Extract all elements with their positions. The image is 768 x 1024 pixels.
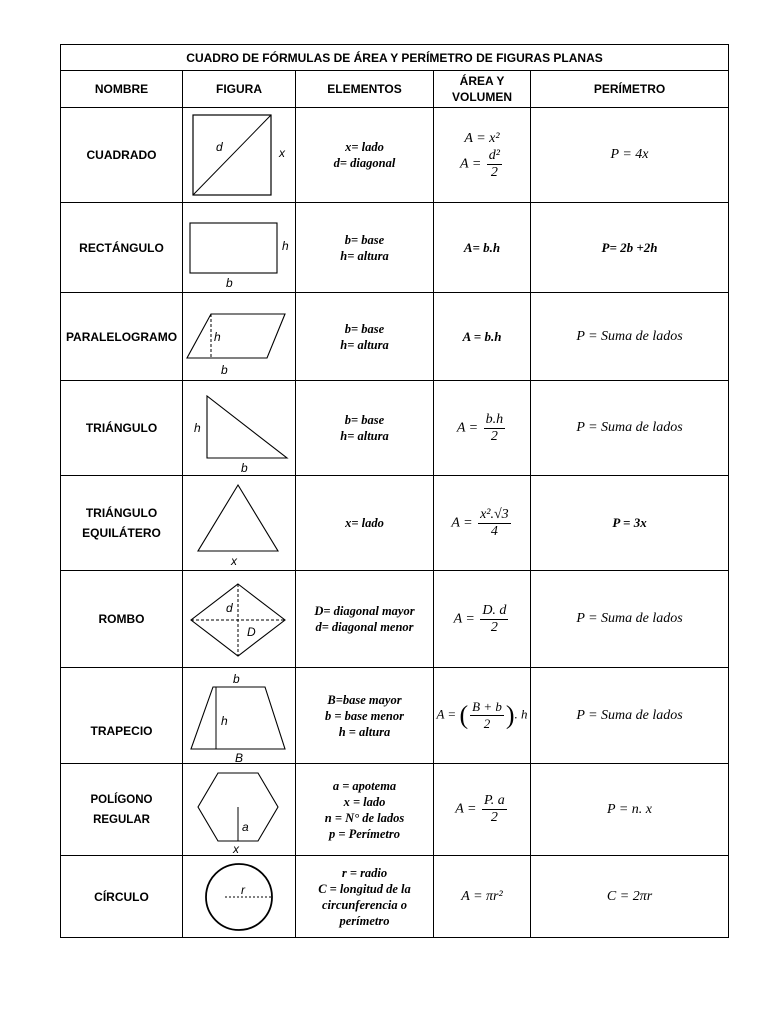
equilateral-label-x: x: [231, 554, 237, 568]
fraction-denominator: 2: [483, 716, 491, 731]
area-cell: [434, 668, 531, 764]
area-cell: [434, 108, 531, 203]
table-row: [61, 856, 729, 938]
area-line: [434, 148, 530, 181]
table-row: [61, 203, 729, 293]
square-diagonal: [193, 115, 271, 195]
rectangle-shape: [190, 223, 277, 273]
element-line: b= base: [344, 413, 385, 427]
elements-cell: [296, 108, 434, 203]
trapezoid-shape: [191, 687, 285, 749]
table-row: [61, 571, 729, 668]
elements-cell: [296, 476, 434, 571]
fraction-numerator: P. a: [484, 793, 505, 808]
hexagon-figure: [183, 765, 295, 855]
element-line: B=base mayor: [327, 692, 402, 707]
table-row: [61, 668, 729, 764]
element-line: circunferencia o: [321, 897, 408, 912]
triangle-shape: [207, 396, 287, 458]
area-fraction: [478, 507, 511, 540]
row-name-circulo: CÍRCULO: [61, 856, 183, 938]
elements-cell: [296, 571, 434, 668]
elements-cell: [296, 293, 434, 381]
fraction-numerator: x².√3: [480, 506, 509, 522]
area-lhs: A =: [436, 706, 460, 722]
elements-cell: [296, 203, 434, 293]
element-line: b= base: [344, 321, 385, 336]
triangle-label-b: b: [241, 461, 248, 474]
perimeter-cell: P = Suma de lados: [531, 571, 729, 668]
perimeter-cell: P = 4x: [531, 108, 729, 203]
square-label-d: d: [216, 140, 223, 154]
table-row: [61, 764, 729, 856]
trapezoid-figure: [183, 669, 295, 763]
formula-sheet: [60, 44, 728, 938]
area-lhs: A =: [460, 156, 485, 172]
area-cell: A = b.h: [434, 293, 531, 381]
row-name-triangulo: TRIÁNGULO: [61, 381, 183, 476]
formulas-table: [60, 44, 729, 938]
row-name-trapecio: TRAPECIO: [61, 668, 183, 764]
rhombus-figure: [183, 572, 295, 666]
area-fraction: [487, 148, 502, 181]
area-cell: [434, 381, 531, 476]
trapezoid-label-B: B: [235, 750, 244, 763]
area-cell: A = πr²: [434, 856, 531, 938]
header-area-line1: ÁREA Y: [459, 74, 505, 88]
figure-cell: [183, 293, 296, 381]
row-name-rombo: ROMBO: [61, 571, 183, 668]
element-line: C = longitud de la: [318, 881, 411, 896]
hexagon-label-a: a: [242, 819, 249, 834]
fraction-denominator: 2: [490, 810, 498, 825]
area-lhs: A =: [464, 130, 490, 146]
header-figura: FIGURA: [183, 71, 296, 108]
trapezoid-label-h: h: [221, 713, 228, 728]
area-lhs: A =: [453, 611, 479, 627]
elements-cell: [296, 764, 434, 856]
header-elementos: ELEMENTOS: [296, 71, 434, 108]
area-lhs: A =: [455, 801, 480, 817]
area-cell: [434, 764, 531, 856]
rectangle-label-b: b: [226, 275, 233, 290]
rhombus-label-D: D: [247, 625, 256, 639]
element-line: h= altura: [340, 429, 389, 443]
name-line1: TRIÁNGULO: [85, 506, 158, 520]
row-name-equilatero: [61, 476, 183, 571]
header-area-line2: VOLUMEN: [452, 90, 512, 104]
element-line: h= altura: [340, 337, 389, 352]
perimeter-cell: P= 2b +2h: [531, 203, 729, 293]
header-row: [61, 71, 729, 108]
close-paren: ): [505, 700, 515, 730]
element-line: r = radio: [341, 865, 388, 880]
area-rhs: . h: [514, 706, 528, 722]
parallelogram-label-b: b: [221, 362, 228, 377]
element-line: b= base: [344, 232, 385, 247]
parallelogram-shape: [187, 314, 285, 358]
perimeter-cell: P = Suma de lados: [531, 293, 729, 381]
table-row: [61, 293, 729, 381]
header-perimetro: PERÍMETRO: [531, 71, 729, 108]
element-line: x= lado: [345, 140, 384, 154]
area-fraction: [470, 699, 504, 732]
circle-figure: [183, 857, 295, 937]
area-cell: [434, 476, 531, 571]
row-name-cuadrado: CUADRADO: [61, 108, 183, 203]
perimeter-cell: P = n. x: [531, 764, 729, 856]
fraction-denominator: 2: [490, 164, 498, 180]
area-lhs: A =: [451, 515, 477, 531]
element-line: n = N° de lados: [324, 810, 405, 825]
row-name-poligono: POLÍGONO REGULAR: [61, 764, 183, 856]
hexagon-label-x: x: [233, 841, 239, 855]
element-line: d= diagonal: [333, 156, 396, 170]
area-rhs: x²: [489, 130, 500, 146]
element-line: h= altura: [340, 248, 389, 263]
rectangle-figure: [183, 205, 295, 291]
equilateral-triangle-figure: [183, 477, 295, 569]
triangle-label-h: h: [194, 421, 201, 435]
fraction-denominator: 2: [490, 619, 498, 635]
fraction-numerator: d²: [488, 147, 500, 163]
fraction-denominator: 4: [490, 523, 498, 539]
element-line: x= lado: [345, 516, 384, 530]
area-fraction: [480, 603, 508, 636]
element-line: b = base menor: [325, 708, 404, 723]
fraction-numerator: D. d: [482, 602, 507, 618]
table-row: [61, 381, 729, 476]
header-nombre: NOMBRE: [61, 71, 183, 108]
figure-cell: [183, 108, 296, 203]
row-name-rectangulo: RECTÁNGULO: [61, 203, 183, 293]
square-figure: [183, 109, 295, 201]
element-line: perímetro: [339, 913, 390, 928]
equilateral-triangle-shape: [198, 485, 278, 551]
element-line: h = altura: [338, 724, 391, 739]
table-title: CUADRO DE FÓRMULAS DE ÁREA Y PERÍMETRO DE FIGURAS PLANAS: [61, 45, 729, 71]
figure-cell: [183, 571, 296, 668]
table-row: [61, 476, 729, 571]
open-paren: (: [459, 700, 469, 730]
elements-cell: [296, 856, 434, 938]
header-area: [434, 71, 531, 108]
figure-cell: [183, 668, 296, 764]
perimeter-cell: P = Suma de lados: [531, 668, 729, 764]
figure-cell: [183, 856, 296, 938]
parallelogram-label-h: h: [214, 329, 221, 344]
figure-cell: [183, 381, 296, 476]
rectangle-label-h: h: [282, 238, 289, 253]
triangle-figure: [183, 382, 295, 474]
elements-cell: [296, 381, 434, 476]
perimeter-cell: P = 3x: [531, 476, 729, 571]
element-line: D= diagonal mayor: [314, 604, 415, 618]
area-fraction: [484, 412, 506, 445]
area-cell: A= b.h: [434, 203, 531, 293]
perimeter-cell: C = 2πr: [531, 856, 729, 938]
figure-cell: [183, 203, 296, 293]
circle-label-r: r: [241, 882, 245, 897]
figure-cell: [183, 764, 296, 856]
perimeter-cell: P = Suma de lados: [531, 381, 729, 476]
element-line: p = Perímetro: [328, 826, 400, 841]
figure-cell: [183, 476, 296, 571]
area-line: [434, 130, 530, 148]
element-line: a = apotema: [332, 778, 397, 793]
area-cell: [434, 571, 531, 668]
fraction-denominator: 2: [490, 428, 498, 444]
parallelogram-figure: [183, 294, 295, 380]
row-name-paralelogramo: PARALELOGRAMO: [61, 293, 183, 381]
rhombus-label-d: d: [226, 601, 233, 615]
trapezoid-label-b: b: [233, 671, 240, 686]
square-label-x: x: [279, 146, 285, 160]
area-fraction: [482, 793, 507, 826]
elements-cell: [296, 668, 434, 764]
element-line: x = lado: [343, 794, 386, 809]
area-lhs: A =: [456, 420, 482, 436]
name-line2: EQUILÁTERO: [82, 526, 161, 540]
fraction-numerator: b.h: [485, 411, 504, 427]
element-line: d= diagonal menor: [315, 620, 414, 634]
fraction-numerator: B + b: [472, 699, 502, 714]
table-row: [61, 108, 729, 203]
